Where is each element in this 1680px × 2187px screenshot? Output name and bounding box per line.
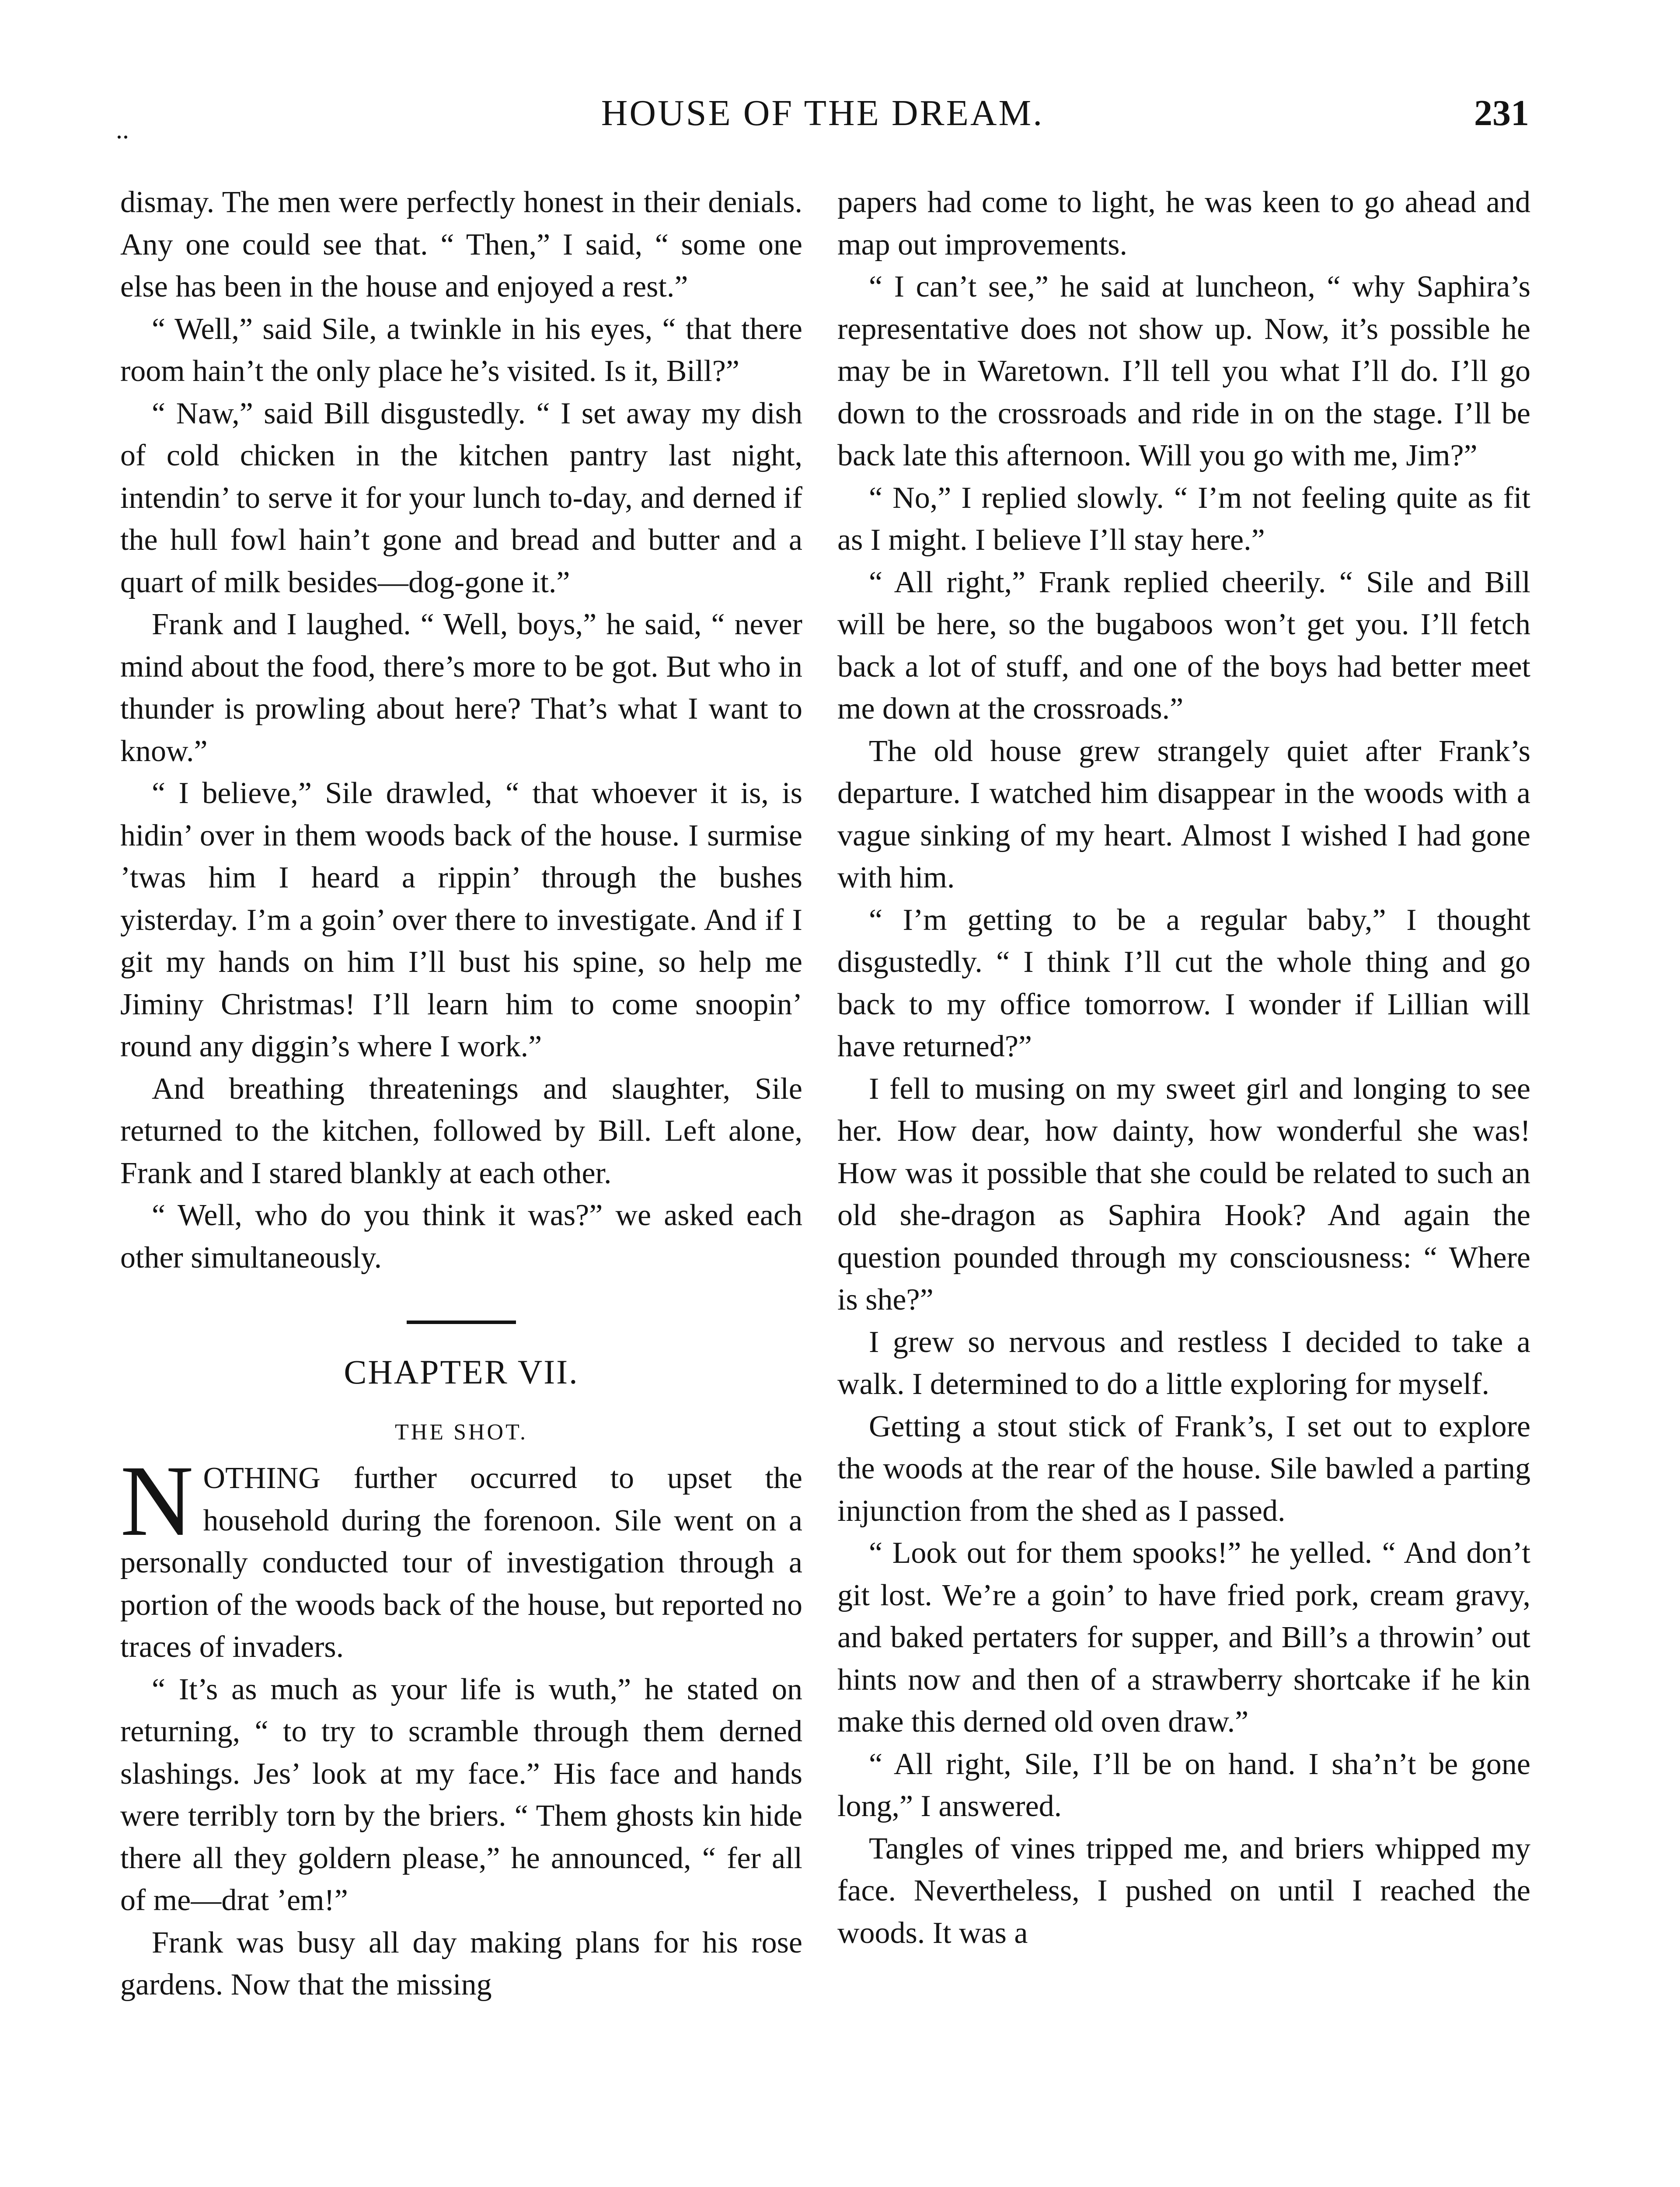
paragraph: dismay. The men were perfectly honest in their denials. Any one could see that. “ Then,” I said, “ some one else has been in the house and enjoyed a rest.”	[120, 185, 802, 304]
chapter-opening-paragraph	[120, 1445, 802, 1669]
paragraph: “ Well, who do you think it was?” we asked each other simultaneously.	[120, 1198, 802, 1275]
paragraph: Frank was busy all day making plans for his rose gardens. Now that the missing	[120, 1925, 802, 2002]
chapter-heading: CHAPTER VII.	[344, 1353, 579, 1391]
paragraph: Getting a stout stick of Frank’s, I set out to explore the woods at the rear of the house. Sile bawled a parting injunction from the shed as I passed.	[837, 1409, 1530, 1528]
paragraph: “ All right, Sile, I’ll be on hand. I sha’n’t be gone long,” I answered.	[837, 1747, 1530, 1823]
paragraph: papers had come to light, he was keen to go ahead and map out improvements.	[837, 185, 1530, 262]
running-title: HOUSE OF THE DREAM.	[601, 93, 1044, 133]
paragraph: “ No,” I replied slowly. “ I’m not feeling quite as fit as I might. I believe I’ll stay here.”	[837, 481, 1530, 557]
paragraph: “ I can’t see,” he said at luncheon, “ why Saphira’s representative does not show up. Now, it’s possible he may be in Waretown. I’ll tell you what I’ll do. I’ll go down to the crossroads and ride in on the stage. I’ll be back late this afternoon. Will you go with me, Jim?”	[837, 270, 1530, 472]
running-header	[116, 92, 1529, 144]
header-mark: ..	[116, 115, 129, 144]
paragraph: And breathing threatenings and slaughter, Sile returned to the kitchen, followed by Bill. Left alone, Frank and I stared blankly at each other.	[120, 1072, 802, 1190]
paragraph: “ It’s as much as your life is wuth,” he stated on returning, “ to try to scramble through them derned slashings. Jes’ look at my face.” His face and hands were terribly torn by the briers. “ Them ghosts kin hide there all they goldern please,” he announced, “ fer all of me—drat ’em!”	[120, 1672, 802, 1917]
paragraph: “ Look out for them spooks!” he yelled. “ And don’t git lost. We’re a goin’ to have fried pork, cream gravy, and baked pertaters for supper, and Bill’s a throwin’ out hints now and then of a strawberry shortcake if he kin make this derned old oven draw.”	[837, 1536, 1530, 1739]
drop-cap: N	[120, 1445, 194, 1557]
paragraph: Tangles of vines tripped me, and briers whipped my face. Nevertheless, I pushed on until I reached the woods. It was a	[837, 1831, 1530, 1950]
paragraph: “ All right,” Frank replied cheerily. “ Sile and Bill will be here, so the bugaboos won’t get you. I’ll fetch back a lot of stuff, and one of the boys had better meet me down at the crossroads.”	[837, 565, 1530, 726]
page-number: 231	[1474, 93, 1529, 133]
paragraph: “ I’m getting to be a regular baby,” I thought disgustedly. “ I think I’ll cut the whole thing and go back to my office tomorrow. I wonder if Lillian will have returned?”	[837, 903, 1530, 1063]
left-column	[120, 182, 802, 2006]
paragraph: “ I believe,” Sile drawled, “ that whoever it is, is hidin’ over in them woods back of the house. I surmise ’twas him I heard a rippin’ through the bushes yisterday. I’m a goin’ over there to investigate. And if I git my hands on him I’ll bust his spine, so help me Jiminy Christmas! I’ll learn him to come snoopin’ round any diggin’s where I work.”	[120, 776, 802, 1063]
opening-text: OTHING further occurred to upset the household during the forenoon. Sile went on a personally conducted tour of investigation through a portion of the woods back of the house, but reported no traces of invaders.	[120, 1461, 802, 1664]
paragraph: “ Naw,” said Bill disgustedly. “ I set away my dish of cold chicken in the kitchen pantry last night, intendin’ to serve it for your lunch to-day, and derned if the hull fowl hain’t gone and bread and butter and a quart of milk besides—dog-gone it.”	[120, 396, 802, 599]
paragraph: The old house grew strangely quiet after Frank’s departure. I watched him disappear in the woods with a vague sinking of my heart. Almost I wished I had gone with him.	[837, 734, 1530, 894]
paragraph: “ Well,” said Sile, a twinkle in his eyes, “ that there room hain’t the only place he’s visited. Is it, Bill?”	[120, 312, 802, 388]
right-column	[837, 182, 1530, 1954]
section-divider	[407, 1321, 516, 1324]
chapter-subtitle: THE SHOT.	[394, 1420, 528, 1445]
paragraph: I grew so nervous and restless I decided to take a walk. I determined to do a little exploring for myself.	[837, 1325, 1530, 1401]
paragraph: I fell to musing on my sweet girl and longing to see her. How dear, how dainty, how wonderful she was! How was it possible that she could be related to such an old she-dragon as Saphira Hook? And again the question pounded through my consciousness: “ Where is she?”	[837, 1072, 1530, 1317]
paragraph: Frank and I laughed. “ Well, boys,” he said, “ never mind about the food, there’s more to be got. But who in thunder is prowling about here? That’s what I want to know.”	[120, 608, 802, 768]
